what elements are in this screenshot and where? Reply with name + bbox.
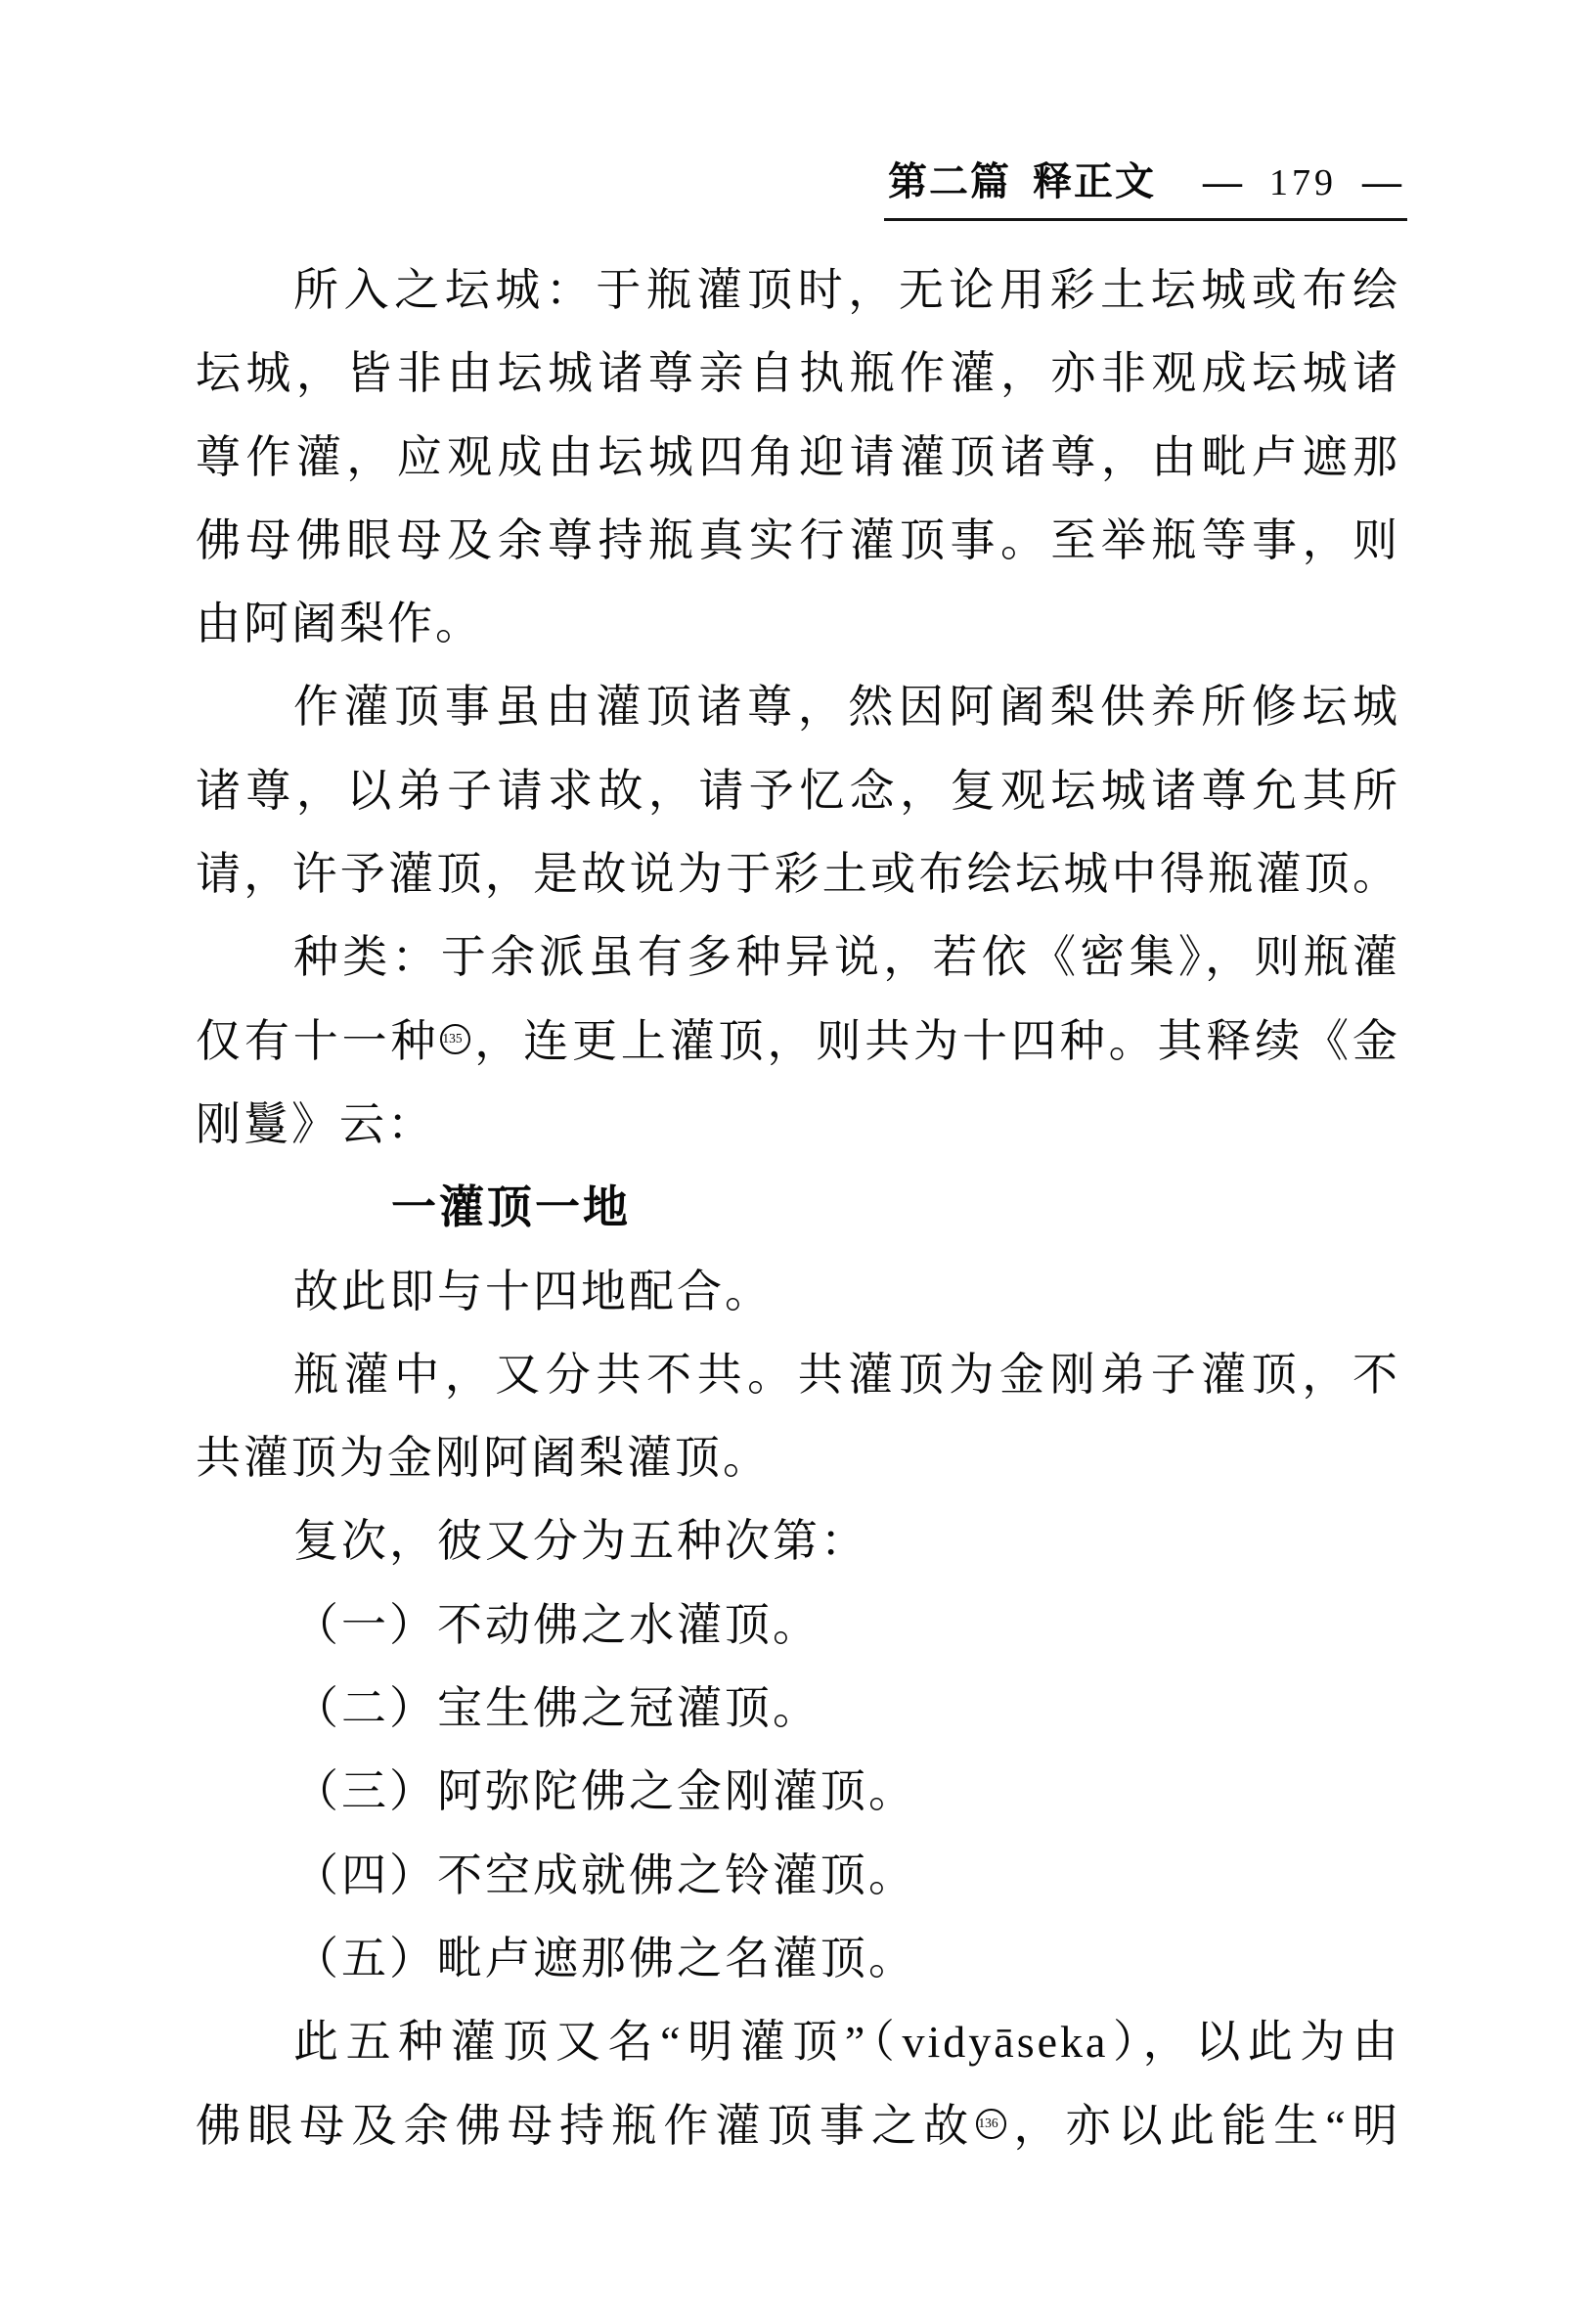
text-segment: 由阿阇梨作。 xyxy=(196,599,483,649)
text-line xyxy=(196,1667,1400,1750)
text-line xyxy=(196,1250,1400,1333)
header-section: 第二篇 xyxy=(888,159,1011,203)
header-dash-right: — xyxy=(1362,159,1403,203)
text-line xyxy=(196,416,1400,499)
text-line xyxy=(196,1083,1400,1166)
header-dash-left: — xyxy=(1203,159,1244,203)
text-line xyxy=(196,2084,1400,2167)
text-segment: （三）阿弥陀佛之金刚灌顶。 xyxy=(293,1766,916,1817)
text-segment: 作灌顶事虽由灌顶诸尊，然因阿阇梨供养所修坛城 xyxy=(293,682,1400,733)
text-line xyxy=(196,665,1400,748)
text-segment: ，亦以此能生“明 xyxy=(1009,2100,1401,2151)
text-segment: ，连更上灌顶，则共为十四种。其释续《金 xyxy=(473,1015,1400,1066)
text-line xyxy=(196,1499,1400,1582)
text-segment: 故此即与十四地配合。 xyxy=(293,1266,773,1316)
footnote-marker: 136 xyxy=(976,2109,1006,2139)
text-line xyxy=(196,2000,1400,2083)
text-segment: 此五种灌顶又名“明灌顶”（vidyāseka），以此为由 xyxy=(293,2017,1400,2068)
text-line xyxy=(196,1583,1400,1667)
text-segment: （一）不动佛之水灌顶。 xyxy=(293,1599,820,1650)
text-segment: 仅有十一种 xyxy=(196,1015,440,1066)
footnote-marker: 135 xyxy=(440,1024,470,1054)
running-header xyxy=(884,151,1407,221)
text-line xyxy=(196,915,1400,999)
text-line xyxy=(196,1166,1400,1249)
text-line xyxy=(196,332,1400,415)
text-segment: （四）不空成就佛之铃灌顶。 xyxy=(293,1849,916,1900)
text-line xyxy=(196,499,1400,582)
text-line xyxy=(196,1750,1400,1833)
text-line xyxy=(196,1333,1400,1416)
page-body xyxy=(196,248,1400,2167)
text-line xyxy=(196,1834,1400,1917)
text-segment: 诸尊，以弟子请求故，请予忆念，复观坛城诸尊允其所 xyxy=(196,765,1400,816)
text-segment: 坛城，皆非由坛城诸尊亲自执瓶作灌，亦非观成坛城诸 xyxy=(196,348,1400,399)
text-segment: 种类：于余派虽有多种异说，若依《密集》，则瓶灌 xyxy=(293,932,1400,983)
text-segment: 所入之坛城：于瓶灌顶时，无论用彩土坛城或布绘 xyxy=(293,265,1400,315)
text-segment: （二）宝生佛之冠灌顶。 xyxy=(293,1683,820,1734)
text-segment: 一灌顶一地 xyxy=(391,1182,631,1233)
text-segment: 佛母佛眼母及余尊持瓶真实行灌顶事。至举瓶等事，则 xyxy=(196,514,1400,565)
text-segment: 刚鬘》云： xyxy=(196,1098,435,1149)
text-line xyxy=(196,248,1400,332)
text-segment: 尊作灌，应观成由坛城四角迎请灌顶诸尊，由毗卢遮那 xyxy=(196,431,1400,482)
text-line xyxy=(196,749,1400,832)
text-segment: 请，许予灌顶，是故说为于彩土或布绘坛城中得瓶灌顶。 xyxy=(196,849,1400,900)
text-line xyxy=(196,582,1400,665)
text-line xyxy=(196,832,1400,915)
text-segment: 复次，彼又分为五种次第： xyxy=(293,1516,868,1567)
text-segment: （五）毗卢遮那佛之名灌顶。 xyxy=(293,1933,916,1983)
text-segment: 瓶灌中，又分共不共。共灌顶为金刚弟子灌顶，不 xyxy=(293,1349,1400,1400)
text-line xyxy=(196,1000,1400,1083)
text-segment: 佛眼母及余佛母持瓶作灌顶事之故 xyxy=(196,2100,976,2151)
text-line xyxy=(196,1416,1400,1499)
text-line xyxy=(196,1917,1400,2000)
text-segment: 共灌顶为金刚阿阇梨灌顶。 xyxy=(196,1433,771,1484)
header-chapter-title: 释正文 xyxy=(1033,159,1156,203)
page-number: 179 xyxy=(1269,162,1337,203)
